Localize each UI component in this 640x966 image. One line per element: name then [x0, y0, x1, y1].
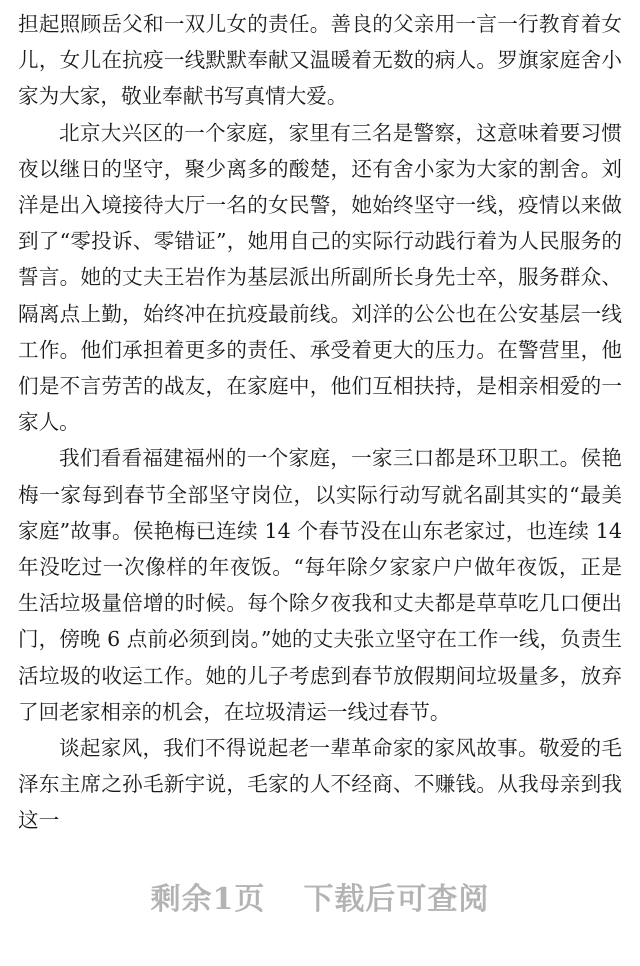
paragraph-1: 担起照顾岳父和一双儿女的责任。善良的父亲用一言一行教育着女儿，女儿在抗疫一线默默奉献又温暖着无数的病人。罗旗家庭舍小家为大家，敬业奉献书写真情大爱。: [18, 12, 622, 109]
document-body: [18, 6, 622, 839]
paragraph-3: 我们看看福建福州的一个家庭，一家三口都是环卫职工。侯艳梅一家每到春节全部坚守岗位，以实际行动写就名副其实的“最美家庭”故事。侯艳梅已连续 14 个春节没在山东老家过，也连续 14 年没吃过一次像样的年夜饭。“每年除夕家家户户做年夜饭，正是生活垃圾量倍增的时候。每个除夕夜我和丈夫都是草草吃几口便出门，傍晚 6 点前必须到岗。”她的丈夫张立坚守在工作一线，负责生活垃圾的收运工作。她的儿子考虑到春节放假期间垃圾量多，放弃了回老家相亲的机会，在垃圾清运一线过春节。: [18, 446, 622, 724]
download-prompt-label: 下载后可查阅: [303, 882, 490, 917]
remaining-pages-label: 剩余1页: [150, 882, 266, 917]
download-banner[interactable]: [0, 880, 640, 920]
paragraph-4: 谈起家风，我们不得说起老一辈革命家的家风故事。敬爱的毛泽东主席之孙毛新宇说，毛家的人不经商、不赚钱。从我母亲到我这一: [18, 736, 622, 833]
paragraph-2: 北京大兴区的一个家庭，家里有三名是警察，这意味着要习惯夜以继日的坚守，聚少离多的酸楚，还有舍小家为大家的割舍。刘洋是出入境接待大厅一名的女民警，她始终坚守一线，疫情以来做到了“零投诉、零错证”，她用自己的实际行动践行着为人民服务的誓言。她的丈夫王岩作为基层派出所副所长身先士卒，服务群众、隔离点上勤，始终冲在抗疫最前线。刘洋的公公也在公安基层一线工作。他们承担着更多的责任、承受着更大的压力。在警营里，他们是不言劳苦的战友，在家庭中，他们互相扶持，是相亲相爱的一家人。: [18, 120, 622, 435]
